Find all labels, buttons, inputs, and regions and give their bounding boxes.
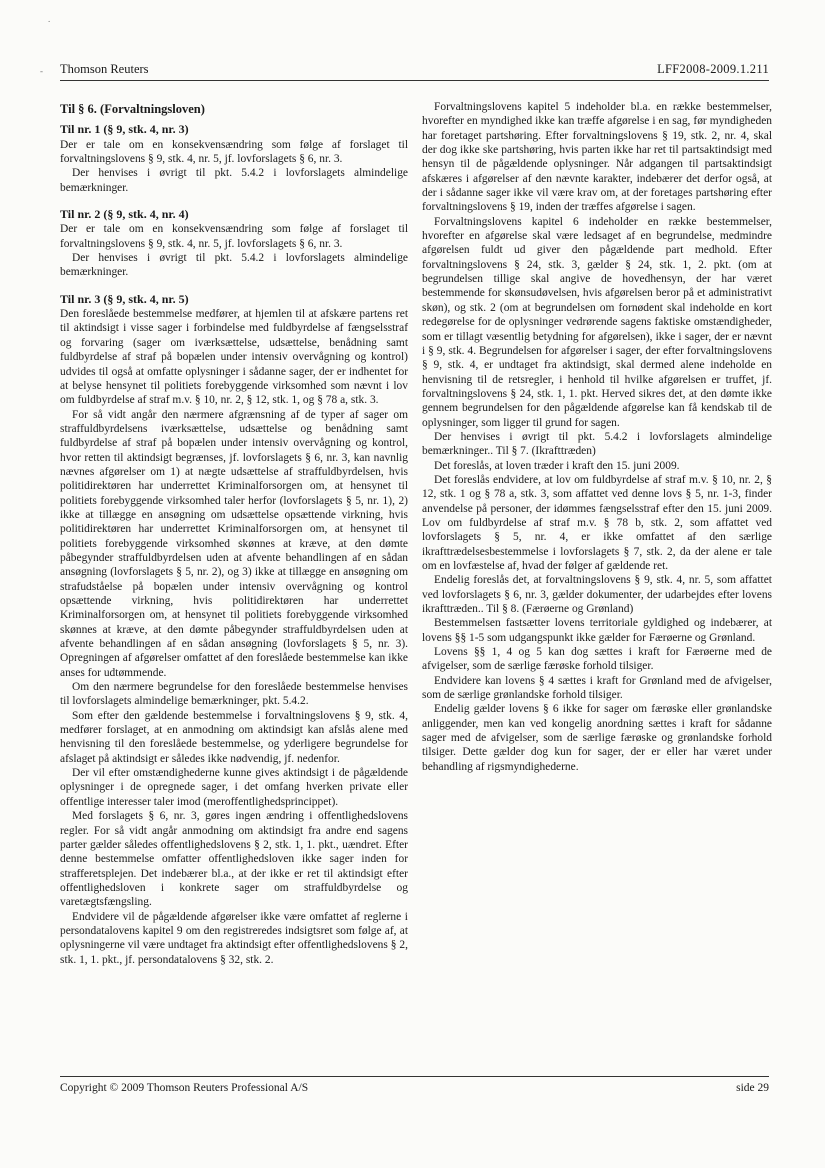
paragraph: Der er tale om en konsekvensændring som følge af forslaget til forvaltningslovens § 9, stk. 4, nr. 5, jf. lovforslagets § 6, nr. 3. (60, 223, 408, 250)
paragraph: Der henvises i øvrigt til pkt. 5.4.2 i lovforslagets almindelige bemærkninger. (60, 167, 408, 194)
nr2-heading: Til nr. 2 (§ 9, stk. 4, nr. 4) (60, 207, 189, 222)
paragraph: Den foreslåede bestemmelse medfører, at hjemlen til at afskære partens ret til aktindsigt i visse sager i forbindelse med fuldbyrdelse af fængselsstraf og forvaring (sager om iværksættelse, udsættelse, benådning samt fuldbyrdelse af straf på bopælen under intensiv overvågning og kontrol) udvides til også at omfatte oplysninger i sådanne sager, der er indhentet for at belyse hensynet til politiets forebyggende virksomhed som nævnt i lov om fuldbyrdelse af straf m.v. § 10, nr. 2, § 12, stk. 1, og § 78 a, stk. 3. (60, 308, 408, 407)
scan-speck: - (40, 66, 43, 76)
left-column (60, 100, 408, 967)
paragraph: Endvidere vil de pågældende afgørelser ikke være omfattet af reglerne i persondatalovens kapitel 9 om den registreredes indsigtsret som følge af, at oplysningerne vil være undtaget fra aktindsigt efter offentlighedslovens § 2, stk. 1, 1. pkt., jf. persondatalovens § 32, stk. 2. (60, 910, 408, 966)
page-number: side 29 (736, 1082, 769, 1094)
paragraph: Lovens §§ 1, 4 og 5 kan dog sættes i kraft for Færøerne med de afvigelser, som de særlige færøske forhold tilsiger. (422, 646, 772, 673)
page-footer (60, 1076, 769, 1099)
paragraph: Endelig foreslås det, at forvaltningslovens § 9, stk. 4, nr. 5, som affattet ved lovforslagets § 6, nr. 3, gælder dokumenter, der udarbejdes efter lovens ikrafttræden.. Til § 8. (Færøerne og Grønland) (422, 574, 772, 616)
scan-speck: . (48, 14, 51, 24)
page-header (60, 62, 769, 81)
paragraph: Bestemmelsen fastsætter lovens territoriale gyldighed og indebærer, at lovens §§ 1-5 som udgangspunkt ikke gælder for Færøerne og Grønland. (422, 617, 772, 644)
paragraph: Det foreslås endvidere, at lov om fuldbyrdelse af straf m.v. § 10, nr. 2, § 12, stk. 1 og § 78 a, stk. 3, som affattet ved denne lovs § 5, nr. 1-3, finder anvendelse på personer, der idømmes fængselsstraf efter den 15. juni 2009. Lov om fuldbyrdelse af straf m.v. § 78 b, stk. 2, som affattet ved lovforslagets § 5, nr. 4, er ikke omfattet af den særlige ikrafttrædelsesbestemmelse i lovforslagets § 7, stk. 2, da der alene er tale om en lovfæstelse af, hvad der følger af gældende ret. (422, 473, 772, 572)
paragraph: Forvaltningslovens kapitel 6 indeholder en række bestemmelser, hvorefter en afgørelse skal være ledsaget af en begrundelse, medmindre afgørelsen fuldt ud giver den pågældende part medhold. Efter forvaltningslovens § 24, stk. 3, gælder § 24, stk. 1, 2. pkt. (om at begrundelsen tillige skal angive de hovedhensyn, der har været bestemmende for skønsudøvelsen, hvis afgørelsen beror på et administrativt skøn), og stk. 2 (om at begrundelsen om fornødent skal indeholde en kort redegørelse for de oplysninger vedrørende sagens faktiske omstændigheder, som er tillagt væsentlig betydning for afgørelsen), ikke i sager, der er nævnt i § 9, stk. 4. Begrundelsen for afgørelser i sager, der efter forvaltningslovens § 9, stk. 4, er undtaget fra aktindsigt, skal dermed alene indeholde en henvisning til de retsregler, i henhold til hvilke afgørelsen er truffet, jf. forvaltningslovens § 24, stk. 1, 1. pkt. Herved sikres det, at den dømte ikke gennem begrundelsen for den pågældende afgørelse kan få kendskab til de oplysninger, som ligger til grund for sagen. (422, 215, 772, 429)
paragraph: Med forslagets § 6, nr. 3, gøres ingen ændring i offentlighedslovens regler. For så vidt angår anmodning om aktindsigt fra andre end sagens parter gælder således offentlighedslovens § 2, stk. 1, 1. pkt., uændret. Efter denne bestemmelse omfatter offentlighedsloven ikke sager inden for strafferetsplejen. Det indebærer bl.a., at der ikke er ret til aktindsigt efter offentlighedsloven i konkrete sager om straffuldbyrdelse og varetægtsfængsling. (60, 810, 408, 909)
paragraph: Der vil efter omstændighederne kunne gives aktindsigt i de pågældende oplysninger i de opregnede sager, i det omfang hverken private eller offentlige interesser taler imod (meroffentlighedsprincippet). (60, 767, 408, 808)
nr3-heading: Til nr. 3 (§ 9, stk. 4, nr. 5) (60, 291, 189, 306)
paragraph: Som efter den gældende bestemmelse i forvaltningslovens § 9, stk. 4, medfører forslaget, at en anmodning om aktindsigt kan afslås alene med henvisning til den foreslåede bestemmelse, og yderligere begrundelse for afslaget på aktindsigt er således ikke nødvendig, jf. nedenfor. (60, 709, 408, 765)
paragraph: Forvaltningslovens kapitel 5 indeholder bl.a. en række bestemmelser, hvorefter en myndighed ikke kan træffe afgørelse i en sag, før myndigheden har foretaget partshøring. Efter forvaltningslovens § 19, stk. 2, nr. 4, skal der dog ikke ske partshøring, hvis parten ikke har ret til partsaktindsigt med hensyn til de pågældende oplysninger. Når adgangen til partsaktindsigt afskæres i afgørelser af den nævnte karakter, indebærer det derfor også, at der i sådanne sager ikke vil være krav om, at der foretages partshøring efter forvaltningslovens § 19, inden der træffes afgørelse i sagen. (422, 101, 772, 214)
copyright-notice: Copyright © 2009 Thomson Reuters Professional A/S (60, 1082, 309, 1094)
right-column (422, 100, 772, 774)
paragraph: Om den nærmere begrundelse for den foreslåede bestemmelse henvises til lovforslagets almindelige bemærkninger, pkt. 5.4.2. (60, 681, 408, 708)
paragraph: Endelig gælder lovens § 6 ikke for sager om færøske eller grønlandske anliggender, men kan ved kongelig anordning sættes i kraft for sådanne sager med de afvigelser, som de særlige færøske og grønlandske forhold tilsiger. Dette gælder dog kun for sager, der er eller har været under behandling af rigsmyndighederne. (422, 703, 772, 773)
paragraph: Endvidere kan lovens § 4 sættes i kraft for Grønland med de afvigelser, som de særlige grønlandske forhold tilsiger. (422, 674, 772, 702)
paragraph: Der henvises i øvrigt til pkt. 5.4.2 i lovforslagets almindelige bemærkninger. (60, 252, 408, 279)
nr1-heading: Til nr. 1 (§ 9, stk. 4, nr. 3) (60, 122, 189, 137)
paragraph: Det foreslås, at loven træder i kraft den 15. juni 2009. (434, 459, 680, 472)
publisher-name: Thomson Reuters (60, 62, 149, 76)
section-title: Til § 6. (Forvaltningsloven) (60, 102, 205, 116)
paragraph: For så vidt angår den nærmere afgrænsning af de typer af sager om straffuldbyrdelsens iværksættelse, udsættelse og benådning samt fuldbyrdelse af straf på bopælen under intensiv overvågning og kontrol, hvor retten til aktindsigt begrænses, jf. lovforslagets § 6, nr. 3, kan navnlig nævnes afgørelser om 1) at nægte udsættelse af straffuldbyrdelsen, hvis politidirektøren har underrettet Kriminalforsorgen om, at hensynet til politiets forebyggende virksomhed taler herfor (lovforslagets § 5, nr. 1), 2) ikke at tillægge en ansøgning om udsættelse opsættende virkning, hvis politidirektøren har underrettet Kriminalforsorgen om, at hensynet til politiets forebyggende virksomhed skønnes at kræve, at den dømte påbegynder straffuldbyrdelsen uden at afvente behandlingen af en sådan ansøgning (lovforslagets § 5, nr. 2), og 3) ikke at tillægge en ansøgning om strafudståelse på bopælen under intensiv overvågning og kontrol opsættende virkning, hvis politidirektøren har underrettet Kriminalforsorgen om, at hensynet til politiets forebyggende virksomhed skønnes at kræve, at den dømte påbegynder straffuldbyrdelsen uden at afvente behandlingen af en sådan ansøgning (lovforslagets § 5, nr. 3). Opregningen af afgørelser omfattet af den foreslåede bestemmelse kan ikke anses for udtømmende. (60, 408, 408, 679)
document-reference: LFF2008-2009.1.211 (657, 62, 769, 76)
paragraph: Der henvises i øvrigt til pkt. 5.4.2 i lovforslagets almindelige bemærkninger.. Til § 7. (Ikrafttræden) (422, 430, 772, 458)
paragraph: Der er tale om en konsekvensændring som følge af forslaget til forvaltningslovens § 9, stk. 4, nr. 5, jf. lovforslagets § 6, nr. 3. (60, 138, 408, 166)
